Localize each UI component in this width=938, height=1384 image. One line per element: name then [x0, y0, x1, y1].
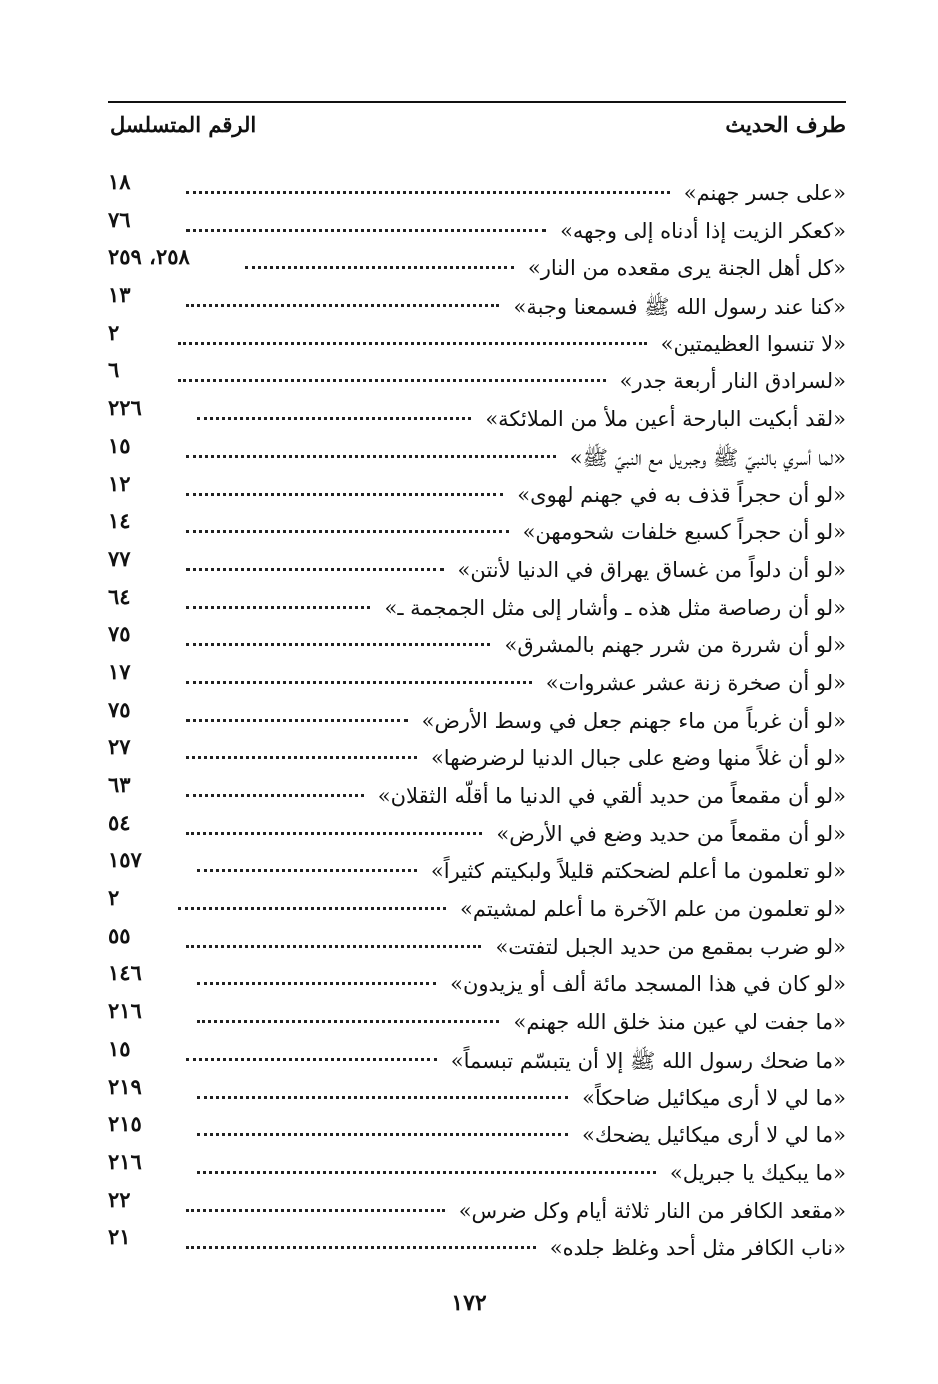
leader-dots: [186, 1246, 536, 1249]
entry-text: «لا تنسوا العظيمتين»: [660, 331, 846, 356]
leader-dots: [186, 832, 483, 835]
entry-number: ١٢: [108, 470, 131, 496]
entry-text: «لو أن صخرة زنة عشر عشروات»: [545, 670, 846, 695]
entry-text: «لو أن مقمعاً من حديد وضع في الأرض»: [496, 821, 846, 846]
entry-text: «لقد أبكيت البارحة أعين ملأ من الملائكة»: [485, 407, 846, 432]
index-entry: [108, 1070, 846, 1108]
leader-dots: [186, 681, 532, 684]
entry-number: ٢٢٦: [108, 395, 142, 421]
index-entry: [108, 617, 846, 658]
entry-text: «لسرادق النار أربعة جدر»: [619, 369, 846, 394]
entry-text: «ما لي لا أرى ميكائيل ضاحكاً»: [582, 1085, 846, 1110]
entry-number: ٢: [108, 319, 120, 345]
entry-number: ٧٧: [108, 545, 131, 571]
leader-dots: [186, 719, 408, 722]
index-entry: [108, 278, 846, 320]
entry-number: ١٥: [108, 1035, 131, 1061]
entry-text: «لو أن حجراً كسبع خلفات شحومهن»: [522, 520, 846, 545]
leader-dots: [197, 1171, 656, 1174]
entry-text: «لو أن حجراً قذف به في جهنم لهوى»: [517, 482, 846, 507]
entry-number: ٢١٦: [108, 1148, 142, 1174]
index-entry: [108, 806, 846, 844]
leader-dots: [186, 304, 500, 307]
leader-dots: [186, 794, 364, 797]
entry-number: ٦٤: [108, 583, 131, 609]
entry-text: «كل أهل الجنة يرى مقعده من النار»: [527, 256, 846, 281]
entry-text: «لو كان في هذا المسجد مائة ألف أو يزيدون»: [450, 972, 846, 997]
index-entry: [108, 919, 846, 957]
index-entry: [108, 165, 846, 203]
index-entry: [108, 655, 846, 693]
entry-number: ٧٥: [108, 621, 131, 647]
index-entry: [108, 1220, 846, 1261]
index-entry: [108, 1107, 846, 1148]
entry-text: «ما يبكيك يا جبريل»: [669, 1160, 846, 1185]
entry-text: «لو أن غرباً من ماء جهنم جعل في وسط الأرض»: [421, 708, 846, 733]
entry-number: ١٤٦: [108, 960, 142, 986]
leader-dots: [186, 606, 371, 609]
leader-dots: [197, 982, 436, 985]
entry-number: ١٤: [108, 508, 131, 534]
leader-dots: [197, 1096, 568, 1099]
entry-number: ١٥٧: [108, 847, 142, 873]
index-entry: [108, 429, 846, 470]
leader-dots: [197, 1133, 568, 1136]
index-entry: [108, 542, 846, 580]
leader-dots: [197, 1020, 500, 1023]
entry-text: «ناب الكافر مثل أحد وغلظ جلده»: [549, 1236, 846, 1261]
entry-text: «لو أن رصاصة مثل هذه ـ وأشار إلى مثل الجمجمة ـ»: [384, 595, 846, 620]
index-entry: [108, 391, 846, 432]
entry-number: ٢: [108, 885, 120, 911]
entry-text: «لو أن غلاً منها وضع على جبال الدنيا لرضرضها»: [430, 746, 846, 771]
index-entry: [108, 693, 846, 731]
index-entry: [108, 1032, 846, 1073]
leader-dots: [186, 1209, 445, 1212]
entry-number: ١٨: [108, 169, 131, 194]
index-entry: [108, 203, 846, 241]
leader-dots: [186, 455, 556, 458]
entry-number: ٥٤: [108, 809, 131, 835]
entry-text: «ما ضحك رسول الله ﷺ إلا أن يتبسّم تبسماً»: [450, 1048, 846, 1073]
entry-text: «مقعد الكافر من النار ثلاثة أيام وكل ضرس»: [458, 1198, 846, 1223]
index-entry: [108, 316, 846, 354]
entry-text: «لو ضرب بمقمع من حديد الجبل لتفتت»: [495, 934, 846, 959]
leader-dots: [197, 869, 417, 872]
leader-dots: [186, 1058, 437, 1061]
entry-number: ٧٥: [108, 696, 131, 722]
leader-dots: [186, 493, 504, 496]
entry-text: «كنا عند رسول الله ﷺ فسمعنا وجبة»: [513, 295, 846, 320]
leader-dots: [197, 417, 471, 420]
leader-dots: [178, 379, 606, 382]
index-entry: [108, 843, 846, 884]
entry-text: «لو أن دلواً من غساق يهراق في الدنيا لأنتن»: [457, 557, 846, 582]
page-number: ١٧٢: [451, 1290, 487, 1316]
header-rule: [108, 101, 846, 103]
entry-text: «لو تعلمون ما أعلم لضحكتم قليلاً ولبكيتم كثيراً»: [430, 859, 846, 884]
entry-number: ٦٣: [108, 772, 131, 797]
leader-dots: [178, 907, 446, 910]
entry-text: «لو تعلمون من علم الآخرة ما أعلم لمشيتم»: [460, 897, 846, 922]
entry-number: ٢٧: [108, 734, 131, 760]
index-entry: [108, 1183, 846, 1221]
leader-dots: [186, 530, 509, 533]
leader-dots: [186, 568, 444, 571]
index-entry: [108, 353, 846, 394]
index-entry: [108, 504, 846, 545]
entry-text: «ما لي لا أرى ميكائيل يضحك»: [582, 1123, 846, 1148]
leader-dots: [186, 229, 547, 232]
index-entry: [108, 881, 846, 922]
leader-dots: [178, 342, 647, 345]
entry-text: «لما أسري بالنبيّ ﷺ وجبريل مع النبيّ ﷺ»: [569, 445, 846, 470]
entry-text: «لو أن مقمعاً من حديد ألقي في الدنيا ما أقلّه الثقلان»: [377, 784, 846, 808]
entry-number: ١٧: [108, 658, 131, 684]
entry-number: ٢٢: [108, 1186, 131, 1212]
index-entry: [108, 467, 846, 505]
leader-dots: [186, 756, 417, 759]
leader-dots: [245, 266, 514, 269]
entry-number: ٥٥: [108, 922, 131, 948]
column-header-serial-number: الرقم المتسلسل: [110, 112, 257, 137]
entry-number: ١٥: [108, 432, 131, 458]
leader-dots: [186, 643, 491, 646]
entry-text: «كعكر الزيت إذا أدناه إلى وجهه»: [560, 218, 846, 243]
entry-number: ٢١٩: [108, 1073, 142, 1099]
entry-number: ٢١٦: [108, 998, 142, 1024]
index-entry: [108, 730, 846, 771]
entry-number: ٢١: [108, 1224, 131, 1250]
index-entry: [108, 240, 846, 281]
leader-dots: [186, 945, 482, 948]
index-entry: [108, 1145, 846, 1183]
index-entry: [108, 768, 846, 806]
entry-number: ١٣: [108, 282, 131, 308]
entry-number: ٦: [108, 357, 120, 383]
column-header-hadith: طرف الحديث: [725, 112, 846, 137]
index-entry: [108, 956, 846, 997]
entry-text: «ما جفت لي عين منذ خلق الله جهنم»: [513, 1010, 846, 1035]
leader-dots: [186, 191, 670, 194]
entry-text: «لو أن شررة من شرر جهنم بالمشرق»: [504, 633, 846, 658]
entry-number: ٢٥٨، ٢٥٩: [108, 244, 190, 270]
index-entry: [108, 580, 846, 618]
entry-text: «على جسر جهنم»: [683, 181, 846, 205]
index-entries: [108, 165, 846, 1261]
index-entry: [108, 994, 846, 1035]
entry-number: ٧٦: [108, 206, 131, 232]
entry-number: ٢١٥: [108, 1111, 142, 1137]
